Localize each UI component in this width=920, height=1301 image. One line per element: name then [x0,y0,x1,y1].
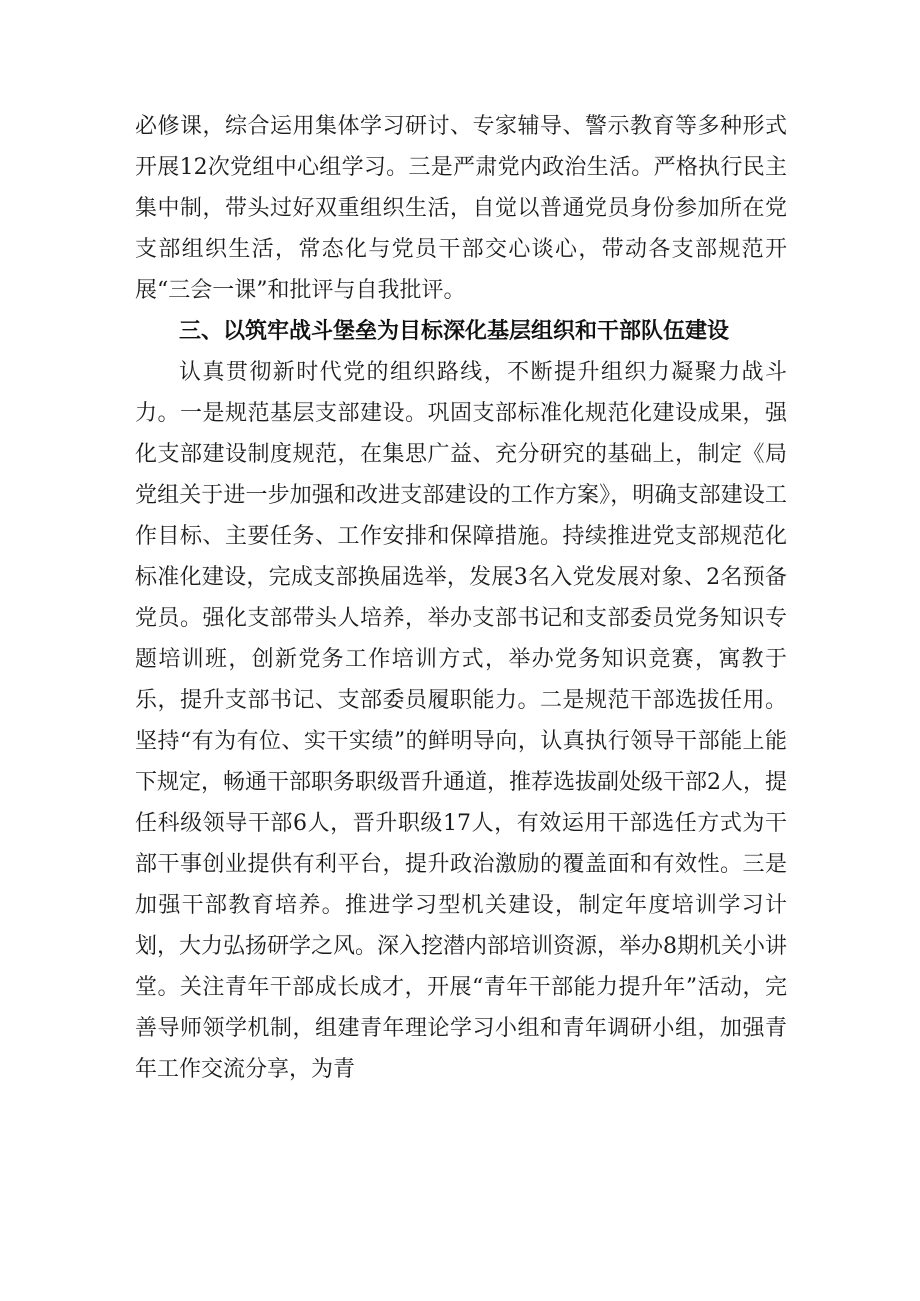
document-body [135,106,787,1090]
main-paragraph: 认真贯彻新时代党的组织路线，不断提升组织力凝聚力战斗力。一是规范基层支部建设。巩固支部标准化规范化建设成果，强化支部建设制度规范，在集思广益、充分研究的基础上，制定《局党组关于进一步加强和改进支部建设的工作方案》，明确支部建设工作目标、主要任务、工作安排和保障措施。持续推进党支部规范化标准化建设，完成支部换届选举，发展3名入党发展对象、2名预备党员。强化支部带头人培养，举办支部书记和支部委员党务知识专题培训班，创新党务工作培训方式，举办党务知识竞赛，寓教于乐，提升支部书记、支部委员履职能力。二是规范干部选拔任用。坚持“有为有位、实干实绩”的鲜明导向，认真执行领导干部能上能下规定，畅通干部职务职级晋升通道，推荐选拔副处级干部2人，提任科级领导干部6人，晋升职级17人，有效运用干部选任方式为干部干事创业提供有利平台，提升政治激励的覆盖面和有效性。三是加强干部教育培养。推进学习型机关建设，制定年度培训学习计划，大力弘扬研学之风。深入挖潜内部培训资源，举办8期机关小讲堂。关注青年干部成长成才，开展“青年干部能力提升年”活动，完善导师领学机制，组建青年理论学习小组和青年调研小组，加强青年工作交流分享，为青 [135,360,787,1082]
continued-paragraph: 必修课，综合运用集体学习研讨、专家辅导、警示教育等多种形式开展12次党组中心组学习。三是严肃党内政治生活。严格执行民主集中制，带头过好双重组织生活，自觉以普通党员身份参加所在党支部组织生活，常态化与党员干部交心谈心，带动各支部规范开展“三会一课”和批评与自我批评。 [135,114,787,303]
section-heading: 三、以筑牢战斗堡垒为目标深化基层组织和干部队伍建设 [179,319,730,344]
